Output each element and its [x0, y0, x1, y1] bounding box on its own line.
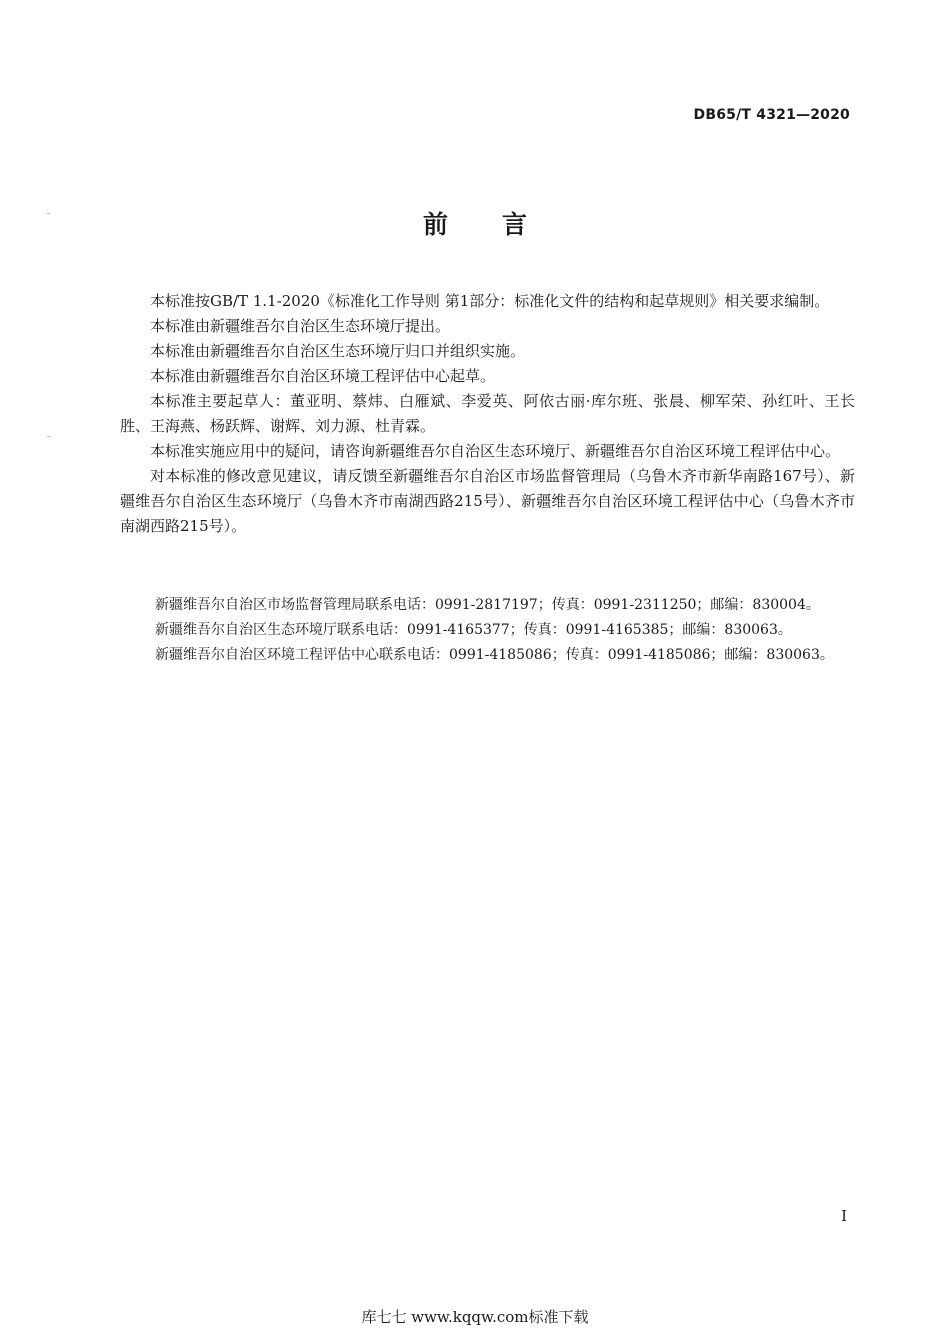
contact-assessment-center: 新疆维吾尔自治区环境工程评估中心联系电话：0991-4185086；传真：0991-4185086；邮编：830063。 [155, 647, 834, 663]
page-title: 前言 [422, 210, 581, 239]
margin-mark [47, 213, 50, 214]
paragraph-inquiries: 本标准实施应用中的疑问，请咨询新疆维吾尔自治区生态环境厅、新疆维吾尔自治区环境工程评估中心。 [150, 442, 841, 460]
page-number: I [841, 1207, 847, 1225]
paragraph-proposer: 本标准由新疆维吾尔自治区生态环境厅提出。 [150, 317, 451, 335]
paragraph-drafting-unit: 本标准由新疆维吾尔自治区环境工程评估中心起草。 [150, 367, 496, 385]
paragraph-feedback: 对本标准的修改意见建议，请反馈至新疆维吾尔自治区市场监督管理局（乌鲁木齐市新华南路167号）、新疆维吾尔自治区生态环境厅（乌鲁木齐市南湖西路215号）、新疆维吾尔自治区环境工程评估中心（乌鲁木齐市南湖西路215号）。 [120, 467, 855, 535]
margin-mark [47, 436, 50, 437]
contact-ecology-environment: 新疆维吾尔自治区生态环境厅联系电话：0991-4165377；传真：0991-4165385；邮编：830063。 [155, 622, 792, 638]
document-code: DB65/T 4321—2020 [693, 107, 850, 123]
paragraph-administrator: 本标准由新疆维吾尔自治区生态环境厅归口并组织实施。 [150, 342, 526, 360]
contact-market-supervision: 新疆维吾尔自治区市场监督管理局联系电话：0991-2817197；传真：0991-2311250；邮编：830004。 [155, 597, 820, 613]
paragraph-drafters: 本标准主要起草人：董亚明、蔡炜、白雁斌、李爱英、阿依古丽·库尔班、张晨、柳军荣、孙红叶、王长胜、王海燕、杨跃辉、谢辉、刘力源、杜青霖。 [120, 392, 855, 435]
paragraph-drafting-basis: 本标准按GB/T 1.1-2020《标准化工作导则 第1部分：标准化文件的结构和起草规则》相关要求编制。 [150, 292, 830, 310]
footer-watermark: 库七七 www.kqqw.com标准下载 [361, 1308, 589, 1326]
contact-list [155, 593, 875, 668]
foreword-body [120, 289, 855, 539]
